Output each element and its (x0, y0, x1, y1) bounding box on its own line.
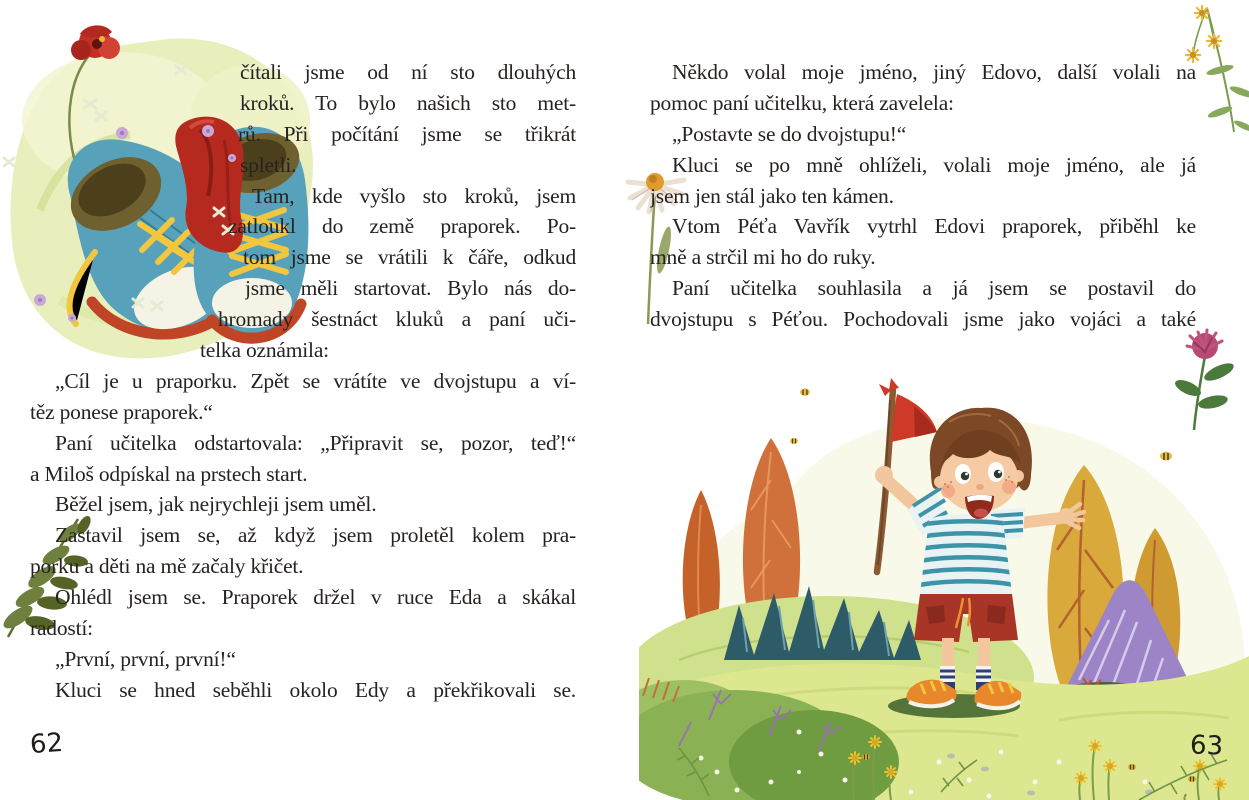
text-line: spletli. (240, 152, 297, 177)
text-line: Ohlédl jsem se. Praporek držel v ruce Eda a skákal (55, 585, 576, 610)
text-line: Zastavil jsem se, až když jsem proletěl kolem pra- (55, 523, 576, 548)
boy-meadow-illustration (639, 360, 1249, 800)
text-line: Kluci se po mně ohlíželi, volali moje jméno, ale já (672, 152, 1196, 177)
text-line: Paní učitelka odstartovala: „Připravit se, pozor, teď!“ (55, 430, 576, 455)
text-line: Vtom Péťa Vavřík vytrhl Edovi praporek, přiběhl ke (672, 214, 1196, 239)
right-page-text (650, 57, 1196, 335)
text-line: mně a strčil mi ho do ruky. (650, 245, 876, 270)
text-line: porku a děti na mě začaly křičet. (30, 554, 304, 579)
text-line: kroků. To bylo našich sto met- (240, 90, 576, 115)
text-line: pomoc paní učitelku, která zavelela: (650, 90, 954, 115)
text-line: hromady šestnáct kluků a paní uči- (218, 307, 576, 332)
text-line: Kluci se hned seběhli okolo Edy a překřikovali se. (55, 677, 576, 702)
text-line: rů. Při počítání jsme se třikrát (238, 121, 576, 146)
text-line: „Postavte se do dvojstupu!“ (672, 121, 907, 146)
text-line: „První, první, první!“ (55, 646, 236, 671)
text-line: Tam, kde vyšlo sto kroků, jsem (252, 183, 576, 208)
text-line: dvojstupu s Péťou. Pochodovali jsme jako vojáci a také (650, 307, 1196, 332)
left-page-text (30, 57, 576, 706)
text-line: čítali jsme od ní sto dlouhých (240, 60, 576, 84)
text-line: tom jsme se vrátili k čáře, odkud (243, 245, 576, 270)
text-line: „Cíl je u praporku. Zpět se vrátíte ve dvojstupu a ví- (55, 368, 576, 393)
page-number-right: 63 (1189, 730, 1224, 762)
page-number-left: 62 (28, 727, 65, 761)
text-line: a Miloš odpískal na prstech start. (30, 461, 308, 486)
text-line: jsem jen stál jako ten kámen. (650, 183, 894, 208)
text-line: zatloukl do země praporek. Po- (228, 214, 576, 239)
boy-shirt (919, 514, 1014, 601)
text-line: jsme měli startovat. Bylo nás do- (245, 276, 576, 301)
text-line: Někdo volal moje jméno, jiný Edovo, další volali na (672, 60, 1196, 84)
text-line: těz ponese praporek.“ (30, 399, 213, 424)
text-line: telka oznámila: (200, 338, 329, 363)
yellow-blooms (1186, 6, 1221, 62)
text-line: Běžel jsem, jak nejrychleji jsem uměl. (55, 492, 377, 517)
text-line: Paní učitelka souhlasila a já jsem se postavil do (672, 276, 1196, 301)
text-line: radostí: (30, 616, 93, 641)
